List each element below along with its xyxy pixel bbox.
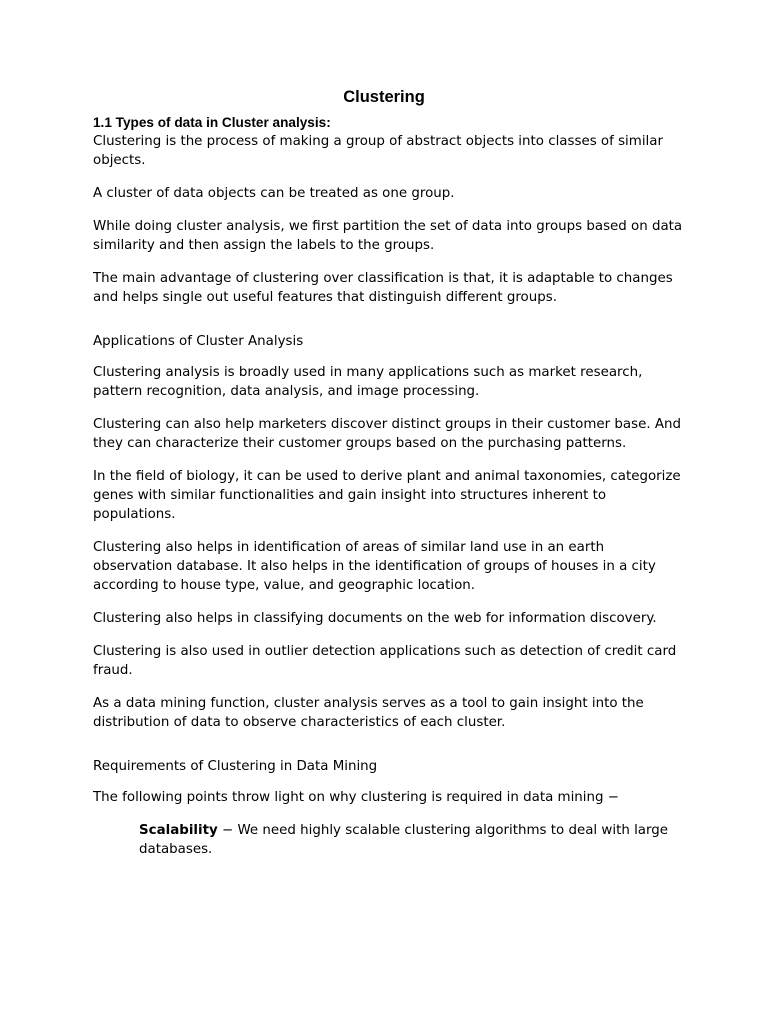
applications-paragraph: Clustering can also help marketers discover distinct groups in their customer base. And they can characterize their customer groups based on the purchasing patterns. — [93, 417, 681, 451]
applications-paragraph: Clustering also helps in classifying documents on the web for information discovery. — [93, 611, 657, 626]
section-subheading: 1.1 Types of data in Cluster analysis: — [93, 115, 331, 130]
intro-paragraph: The main advantage of clustering over classification is that, it is adaptable to changes and helps single out useful features that distinguish different groups. — [93, 271, 673, 305]
requirement-item — [139, 821, 679, 859]
applications-paragraph: In the field of biology, it can be used to derive plant and animal taxonomies, categorize genes with similar functionalities and gain insight into structures inherent to populations. — [93, 469, 681, 522]
requirement-text: − We need highly scalable clustering algorithms to deal with large databases. — [139, 823, 669, 857]
applications-heading: Applications of Cluster Analysis — [93, 334, 304, 349]
document-body — [93, 86, 683, 873]
page-title: Clustering — [343, 88, 425, 106]
intro-paragraph: Clustering is the process of making a group of abstract objects into classes of similar objects. — [93, 134, 663, 168]
requirement-term: Scalability — [139, 823, 218, 838]
requirements-heading: Requirements of Clustering in Data Mining — [93, 759, 378, 774]
intro-paragraph: A cluster of data objects can be treated as one group. — [93, 186, 455, 201]
applications-paragraph: As a data mining function, cluster analysis serves as a tool to gain insight into the distribution of data to observe characteristics of each cluster. — [93, 696, 644, 730]
applications-paragraph: Clustering analysis is broadly used in many applications such as market research, pattern recognition, data analysis, and image processing. — [93, 365, 643, 399]
requirements-intro: The following points throw light on why clustering is required in data mining − — [93, 790, 619, 805]
applications-paragraph: Clustering also helps in identification of areas of similar land use in an earth observation database. It also helps in the identification of groups of houses in a city according to house type, value, and geographic location. — [93, 540, 656, 593]
intro-paragraph: While doing cluster analysis, we first partition the set of data into groups based on data similarity and then assign the labels to the groups. — [93, 219, 683, 253]
applications-paragraph: Clustering is also used in outlier detection applications such as detection of credit card fraud. — [93, 644, 677, 678]
